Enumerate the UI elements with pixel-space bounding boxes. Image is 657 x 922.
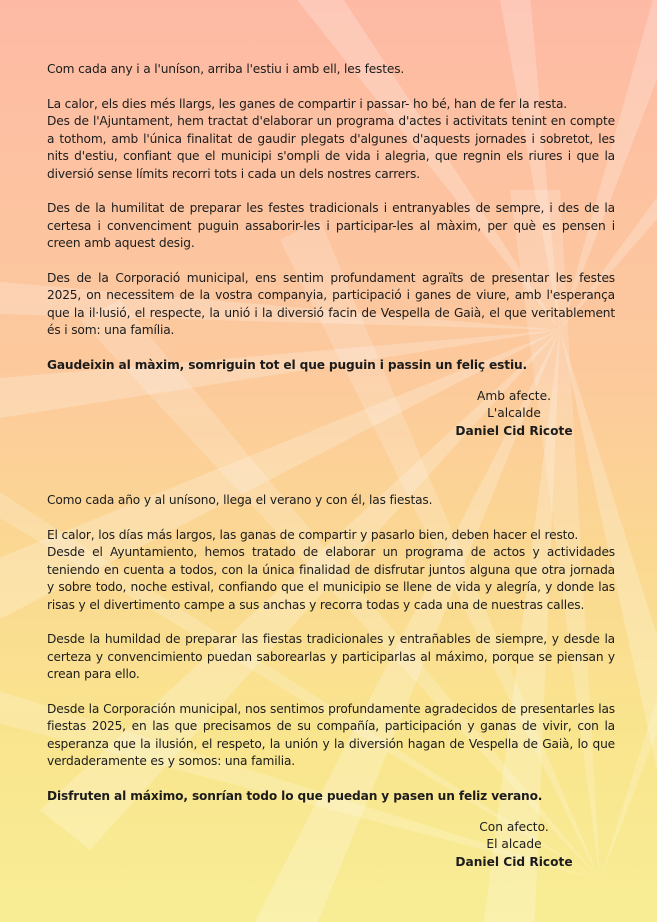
catalan-sign-line-2: L'alcalde	[487, 406, 541, 421]
catalan-paragraph-2: La calor, els dies més llargs, les ganes de compartir i passar- ho bé, han de fer la resta.	[47, 96, 568, 111]
spanish-paragraph-4: Desde la humildad de preparar las fiestas tradicionales y entrañables de siempre, y desde la certeza y convencimiento puedan saborearlas y participarlas al máximo, porque se piensan y crean para ello.	[47, 632, 615, 681]
spanish-signature	[434, 819, 594, 871]
catalan-sign-name: Daniel Cid Ricote	[455, 423, 573, 438]
catalan-paragraph-3: Des de l'Ajuntament, hem tractat d'elaborar un programa d'actes i activitats tenint en compte a tothom, amb l'única finalitat de gaudir plegats d'algunes d'aquests jornades i sobretot, les nits d'estiu, confiant que el municipi s'ompli de vida i alegria, que regnin els riures i que la diversió sense límits recorri tots i cada un dels nostres carrers.	[47, 114, 615, 181]
spanish-closing: Disfruten al máximo, sonrían todo lo que puedan y pasen un feliz verano.	[47, 788, 543, 803]
spanish-letter	[47, 492, 615, 805]
spanish-paragraph-3: Desde el Ayuntamiento, hemos tratado de elaborar un programa de actos y actividades teniendo en cuenta a todos, con la única finalidad de disfrutar juntos alguna que otra jornada y sobre todo, noche estival, confiando que el municipio se llene de vida y alegría, y donde las risas y el divertimento campe a sus anchas y recorra todas y cada una de nuestras calles.	[47, 545, 615, 612]
spanish-paragraph-5: Desde la Corporación municipal, nos sentimos profundamente agradecidos de presentarles las fiestas 2025, en las que precisamos de su compañía, participación y ganas de vivir, con la esperanza que la ilusión, el respeto, la unión y la diversión hagan de Vespella de Gaià, lo que verdaderamente es y somos: una familia.	[47, 701, 615, 768]
catalan-paragraph-4: Des de la humilitat de preparar les festes tradicionals i entranyables de sempre, i des de la certesa i convenciment puguin assaborir-les i participar-les al màxim, per què es pensen i creen amb aquest desig.	[47, 201, 615, 250]
catalan-signature	[434, 388, 594, 440]
spanish-sign-line-2: El alcade	[486, 837, 542, 852]
spanish-sign-name: Daniel Cid Ricote	[455, 854, 573, 869]
letter	[47, 61, 615, 869]
catalan-paragraph-1: Com cada any i a l'uníson, arriba l'estiu i amb ell, les festes.	[47, 62, 405, 76]
spanish-paragraph-1: Como cada año y al unísono, llega el verano y con él, las fiestas.	[47, 493, 433, 507]
spanish-sign-line-1: Con afecto.	[479, 820, 549, 834]
catalan-closing: Gaudeixin al màxim, somriguin tot el que puguin i passin un feliç estiu.	[47, 357, 527, 372]
catalan-paragraph-5: Des de la Corporació municipal, ens sentim profundament agraïts de presentar les festes 2025, on necessitem de la vostra companyia, participació i ganes de viure, amb l'esperança que la il·lusió, el respecte, la unió i la diversió facin de Vespella de Gaià, el que veritablement és i som: una família.	[47, 270, 615, 337]
catalan-sign-line-1: Amb afecte.	[477, 389, 551, 403]
spanish-paragraph-2: El calor, los días más largos, las ganas de compartir y pasarlo bien, deben hacer el resto.	[47, 527, 579, 542]
catalan-letter	[47, 61, 615, 374]
